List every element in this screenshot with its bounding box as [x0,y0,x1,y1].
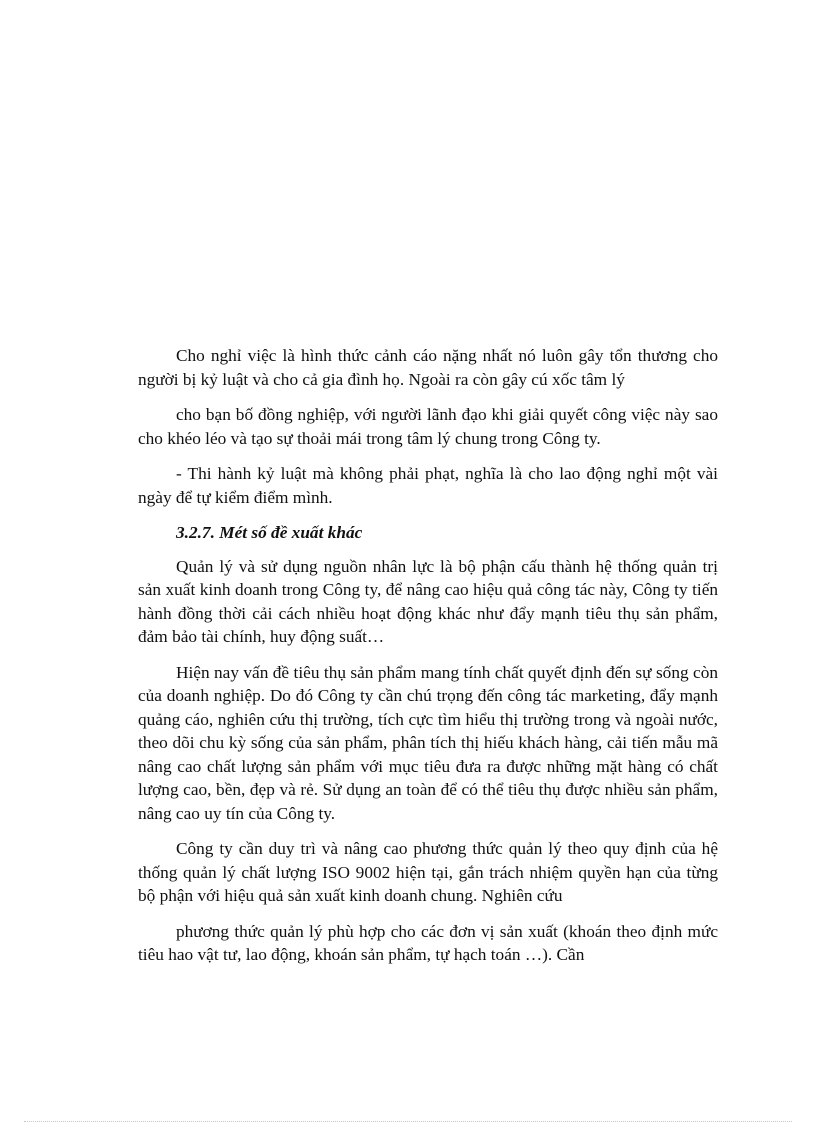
paragraph-iso: Công ty cần duy trì và nâng cao phương thức quản lý theo quy định của hệ thống quản lý chất lượng ISO 9002 hiện tại, gắn trách nhiệm quyền hạn của từng bộ phận với hiệu quả sản xuất kinh doanh chung. Nghiên cứu [138,839,718,905]
document-body [138,344,718,979]
paragraph-dismissal: Cho nghỉ việc là hình thức cảnh cáo nặng nhất nó luôn gây tổn thương cho người bị kỷ luật và cho cả gia đình họ. Ngoài ra còn gây cú xốc tâm lý [138,346,718,389]
paragraph-colleagues: cho bạn bố đồng nghiệp, với người lãnh đạo khi giải quyết công việc này sao cho khéo léo và tạo sự thoải mái trong tâm lý chung trong Công ty. [138,405,718,448]
section-heading: 3.2.7. Mét số đề xuất khác [176,523,363,542]
page-bottom-divider [24,1121,792,1122]
paragraph-marketing: Hiện nay vấn đề tiêu thụ sản phẩm mang tính chất quyết định đến sự sống còn của doanh nghiệp. Do đó Công ty cần chú trọng đến công tác marketing, đẩy mạnh quảng cáo, nghiên cứu thị trường, tích cực tìm hiểu thị trường trong và ngoài nước, theo dõi chu kỳ sống của sản phẩm, phân tích thị hiếu khách hàng, cải tiến mẫu mã nâng cao chất lượng sản phẩm với mục tiêu đưa ra được những mặt hàng có chất lượng cao, bền, đẹp và rẻ. Sử dụng an toàn để có thể tiêu thụ được nhiều sản phẩm, nâng cao uy tín của Công ty. [138,662,718,823]
paragraph-discipline: - Thi hành kỷ luật mà không phải phạt, nghĩa là cho lao động nghỉ một vài ngày để tự kiểm điểm mình. [138,464,718,507]
paragraph-management-method: phương thức quản lý phù hợp cho các đơn vị sản xuất (khoán theo định mức tiêu hao vật tư, lao động, khoán sản phẩm, tự hạch toán …). Cần [138,921,718,964]
paragraph-hr-management: Quản lý và sử dụng nguồn nhân lực là bộ phận cấu thành hệ thống quản trị sản xuất kinh doanh trong Công ty, để nâng cao hiệu quả công tác này, Công ty tiến hành đồng thời cải cách nhiều hoạt động khác như đẩy mạnh tiêu thụ sản phẩm, đảm bảo tài chính, huy động suất… [138,556,718,646]
